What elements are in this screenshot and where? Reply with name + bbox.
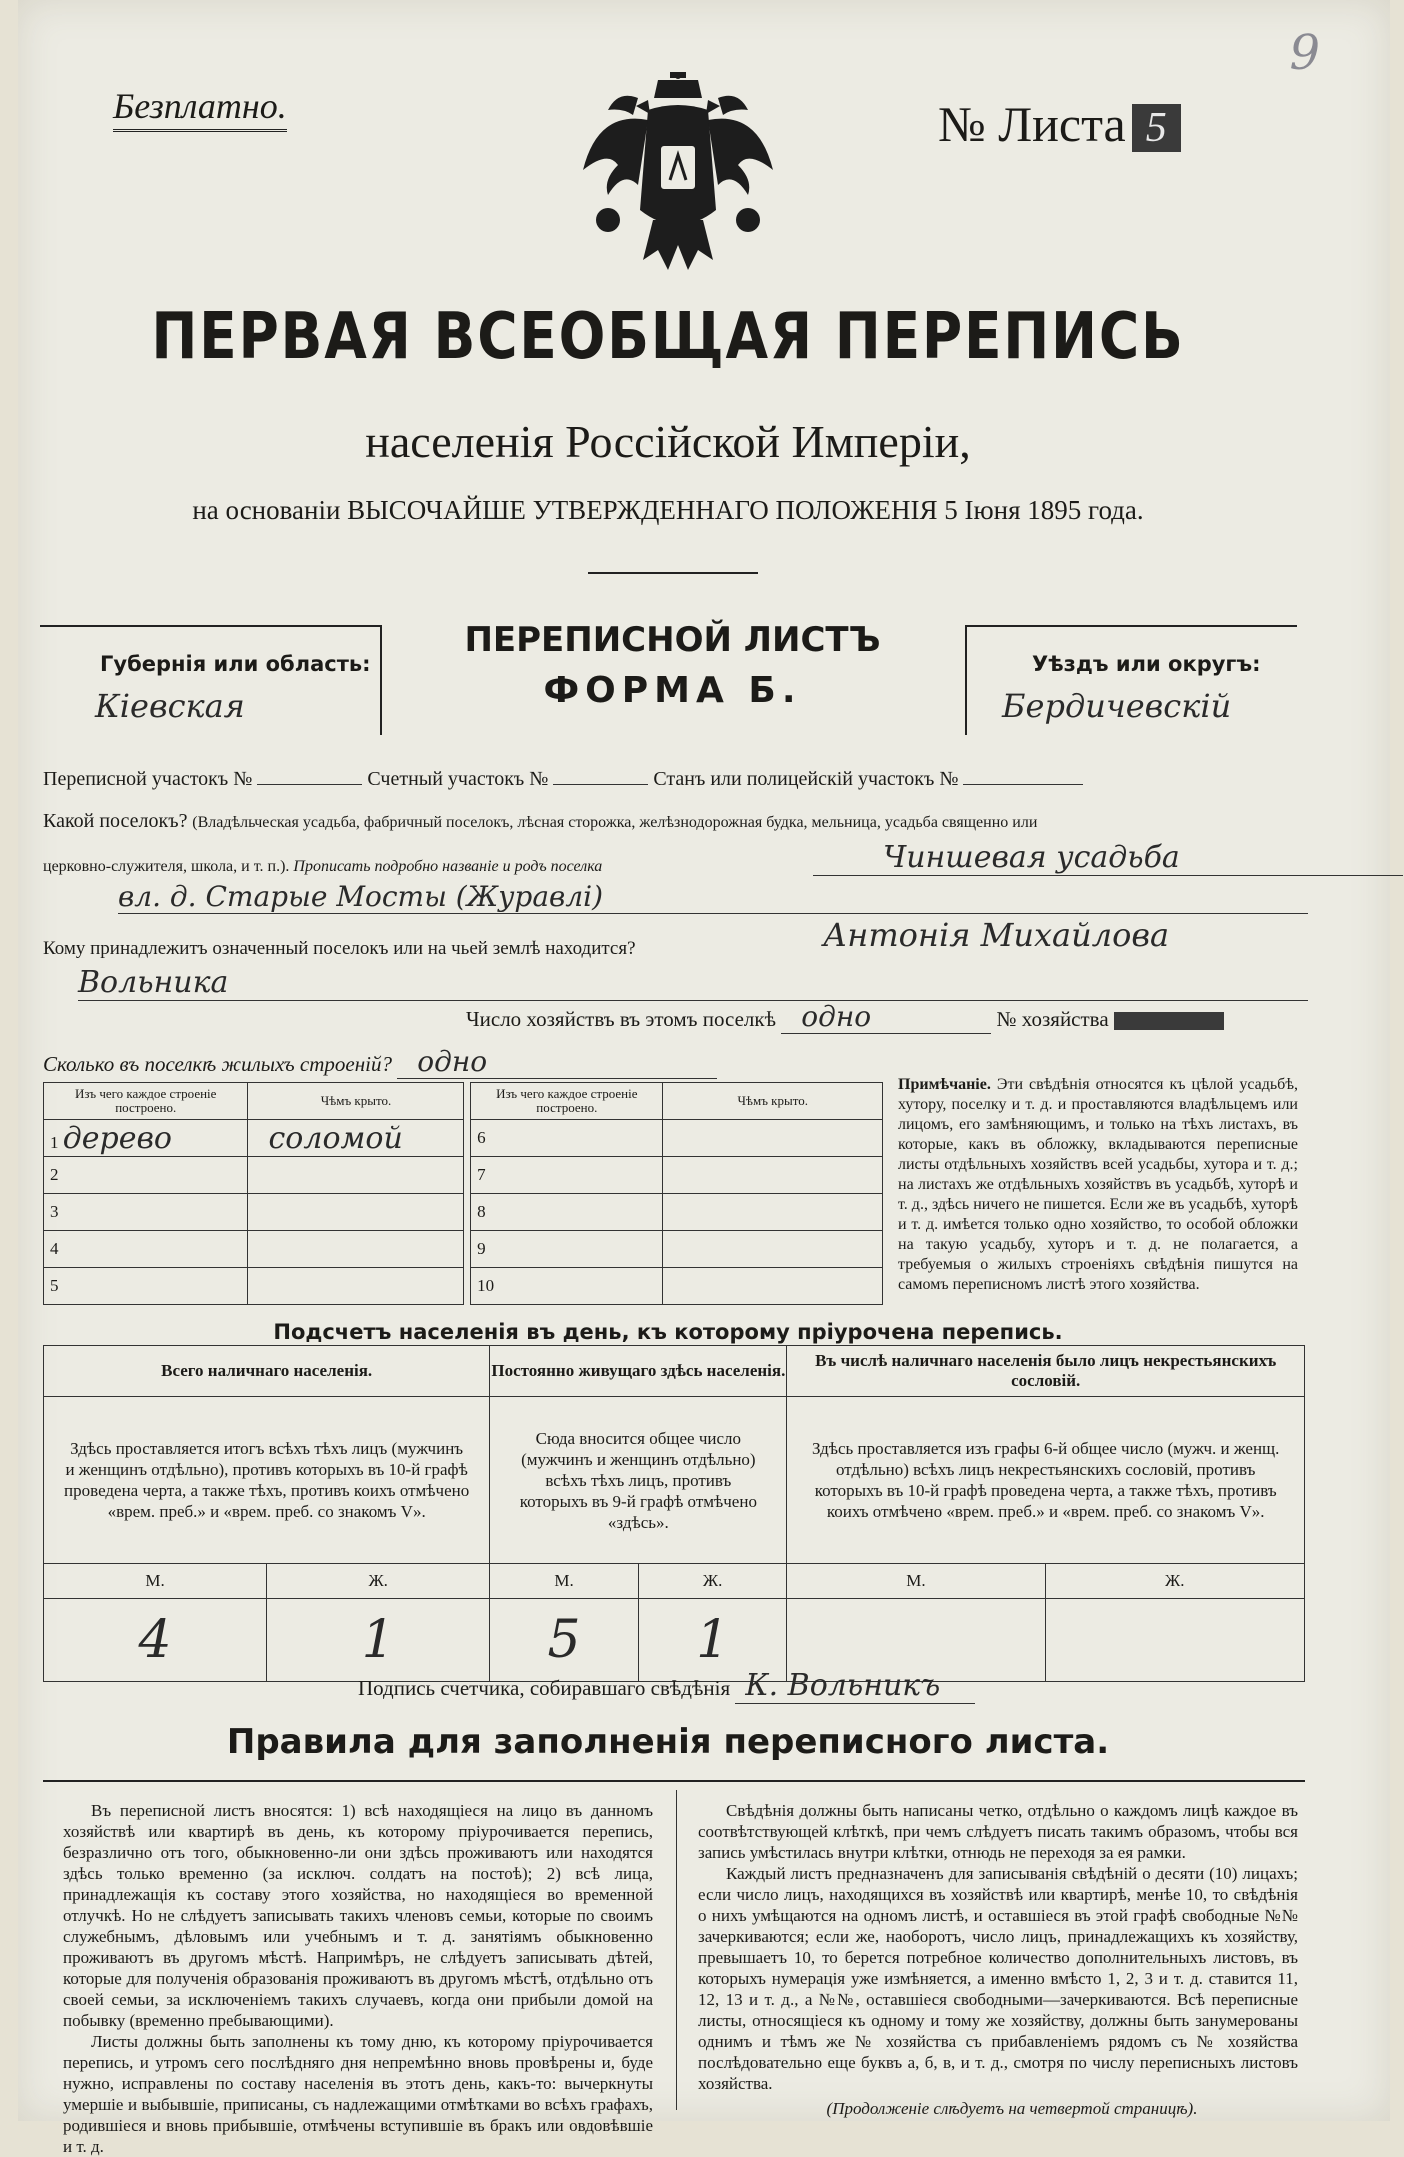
- buildings-line: [43, 1045, 843, 1079]
- total-male-value[interactable]: 4: [44, 1599, 267, 1682]
- row-number[interactable]: 5: [44, 1268, 248, 1305]
- table-row: [44, 1194, 883, 1231]
- double-headed-eagle-emblem: [578, 70, 778, 280]
- col-nonpeasant-desc: Здѣсь проставляется изъ графы 6-й общее число (мужч. и женщ. отдѣльно) всѣхъ лицъ некрестьянскихъ сословій, противъ которыхъ въ 10-й графѣ проведена черта, а также тѣхъ, противъ коихъ отмѣчено «врем. преб.» и «врем. преб. со знакомъ V».: [787, 1397, 1305, 1564]
- female-label: Ж.: [267, 1564, 490, 1599]
- district-line: [43, 768, 1303, 791]
- sheet-number-value: 5: [1132, 104, 1181, 152]
- gubernia-box: [40, 625, 382, 735]
- households-label: Число хозяйствъ въ этомъ поселкѣ: [466, 1007, 776, 1031]
- col-roof: Чѣмъ крыто.: [248, 1083, 464, 1120]
- sheet-number-label: № Листа: [938, 96, 1126, 152]
- rules-title: Правила для заполненія переписного листа.: [226, 1722, 1110, 1762]
- female-label: Ж.: [638, 1564, 787, 1599]
- permanent-male-value[interactable]: 5: [490, 1599, 639, 1682]
- nonpeasant-female-value[interactable]: [1045, 1599, 1304, 1682]
- rules-paragraph: Въ переписной листъ вносятся: 1) всѣ находящіеся на лицо въ данномъ хозяйствѣ или квартирѣ въ день, къ которому пріурочивается перепись, безразлично отъ того, обыкновенно-ли они здѣсь проживаютъ или находятся здѣсь только временно (за исключ. солдатъ на постоѣ); 2) всѣ лица, принадлежащія къ составу этого хозяйства, но находящіеся во временной отлучкѣ. Но не слѣдуетъ записывать такихъ членовъ семьи, которые по своимъ служебнымъ, дѣловымъ или учебнымъ и т. д. занятіямъ обыкновенно проживаютъ въ другомъ мѣстѣ. Напримѣръ, не слѣдуетъ записывать дѣтей, которые для полученія образованія проживаютъ въ другомъ мѣстѣ, отдѣльно отъ своей семьи, за исключеніемъ такихъ случаевъ, когда они прибыли домой на побывку (временно пребывающими).: [63, 1801, 653, 2030]
- row-number[interactable]: 4: [44, 1231, 248, 1268]
- signature-label: Подпись счетчика, собиравшаго свѣдѣнія: [358, 1676, 731, 1700]
- male-label: М.: [787, 1564, 1045, 1599]
- col-nonpeasant-title: Въ числѣ наличнаго населенія было лицъ некрестьянскихъ сословій.: [787, 1346, 1305, 1397]
- settlement-value-2[interactable]: вл. д. Старые Мосты (Журавлі): [118, 880, 1308, 914]
- rules-right-column: [698, 1800, 1298, 2118]
- count-district-field[interactable]: [553, 784, 648, 785]
- sheet-number: [938, 95, 1181, 153]
- sheet-title: ПЕРЕПИСНОЙ ЛИСТЪ: [464, 620, 881, 660]
- household-no-label: № хозяйства: [996, 1007, 1109, 1031]
- owner-line: [43, 916, 1303, 960]
- row-number[interactable]: 6: [471, 1120, 663, 1157]
- note-text: Эти свѣдѣнія относятся къ цѣлой усадьбѣ, хутору, поселку и т. д. и проставляются владѣльцемъ или лицомъ, его замѣняющимъ, и только на тѣхъ листахъ, въ которые, какъ въ обложку, вкладываются переписные листы отдѣльныхъ хозяйствъ всей усадьбы, хутора и т. д.; на листахъ же отдѣльныхъ хозяйствъ въ усадьбѣ, хуторѣ и т. д., здѣсь ничего не пишется. Если же въ усадьбѣ, хуторѣ и т. д. имѣется только одно хозяйство, то особой обложки на такую усадьбу, хуторъ и т. д. не полагается, а требуемыя о жилыхъ строеніяхъ свѣдѣнія пишутся на самомъ переписномъ листѣ этого хозяйства.: [898, 1076, 1299, 1293]
- rules-paragraph: Каждый листъ предназначенъ для записыванія свѣдѣній о десяти (10) лицахъ; если число лицъ, находящихся въ хозяйствѣ или квартирѣ, менѣе 10, то свѣдѣнія о нихъ умѣщаются на одномъ листѣ, и оставшіеся въ этой графѣ свободные №№ зачеркиваются; если же, наоборотъ, число лицъ, принадлежащихъ къ хозяйству, превышаетъ 10, то берется потребное количество дополнительныхъ листовъ, въ которыхъ нумерація уже измѣняется, а именно вмѣсто 1, 2, 3 и т. д. ставится 11, 12, 13 и т. д., а №№, оставшіеся свободными—зачеркиваются. Всѣ переписные листы, относящіеся къ одному и тому же хозяйству, должны быть занумерованы однимъ и тѣмъ же № хозяйства съ прибавленіемъ рядомъ съ № хозяйства послѣдовательно еще буквъ а, б, в, и т. д., смотря по числу переписныхъ листовъ хозяйства.: [698, 1864, 1298, 2093]
- stan-field[interactable]: [963, 784, 1083, 785]
- household-no-value[interactable]: [1114, 1012, 1224, 1030]
- row-number[interactable]: 2: [44, 1157, 248, 1194]
- free-label: Безплатно.: [113, 85, 287, 132]
- census-basis: на основаніи ВЫСОЧАЙШЕ УТВЕРЖДЕННАГО ПОЛОЖЕНІЯ 5 Іюня 1895 года.: [192, 495, 1144, 525]
- male-label: М.: [490, 1564, 639, 1599]
- table-row: [44, 1268, 883, 1305]
- settlement-line-1: [43, 810, 1303, 833]
- census-district-label: Переписной участокъ №: [43, 768, 253, 790]
- rules-continued: (Продолженіе слѣдуетъ на четвертой страницѣ).: [826, 2099, 1198, 2118]
- row-number[interactable]: 8: [471, 1194, 663, 1231]
- settlement-question: Какой поселокъ?: [43, 810, 188, 832]
- owner-value-1[interactable]: Антонія Михайлова: [823, 916, 1170, 954]
- census-district-field[interactable]: [257, 784, 362, 785]
- owner-question: Кому принадлежитъ означенный поселокъ или на чьей землѣ находится?: [43, 938, 636, 959]
- settlement-value-1[interactable]: Чиншевая усадьба: [813, 840, 1403, 876]
- row-number: 1: [50, 1132, 59, 1152]
- table-row: [44, 1157, 883, 1194]
- signature-line: [358, 1668, 1058, 1704]
- households-value[interactable]: одно: [781, 1000, 991, 1034]
- buildings-table: [43, 1082, 883, 1305]
- rules-paragraph: Свѣдѣнія должны быть написаны четко, отдѣльно о каждомъ лицѣ каждое въ соотвѣтствующей клѣткѣ, при чемъ слѣдуетъ писать такимъ образомъ, чтобы вся запись умѣстилась внутри клѣтки, отнюдь не переходя за ея рамки.: [698, 1801, 1298, 1862]
- total-female-value[interactable]: 1: [267, 1599, 490, 1682]
- count-district-label: Счетный участокъ №: [367, 768, 549, 790]
- row-number[interactable]: 3: [44, 1194, 248, 1231]
- divider: [43, 1780, 1305, 1782]
- settlement-line-2: [43, 840, 1303, 876]
- census-subtitle: населенія Россійской Имперіи,: [365, 416, 971, 467]
- permanent-female-value[interactable]: 1: [638, 1599, 787, 1682]
- gubernia-label: Губернія или область:: [100, 652, 371, 676]
- col-total-title: Всего наличнаго населенія.: [44, 1346, 490, 1397]
- table-row: [44, 1120, 883, 1157]
- stan-label: Станъ или полицейскій участокъ №: [653, 768, 959, 790]
- census-sheet-page: [18, 0, 1390, 2156]
- households-line: [466, 1000, 1306, 1034]
- material-value: дерево: [62, 1120, 172, 1156]
- uezd-label: Уѣздъ или округъ:: [1032, 652, 1261, 676]
- row-number[interactable]: 9: [471, 1231, 663, 1268]
- sheet-header: [380, 620, 965, 711]
- col-total-desc: Здѣсь проставляется итогъ всѣхъ тѣхъ лицъ (мужчинъ и женщинъ отдѣльно), противъ которыхъ въ 10-й графѣ проведена черта, а также тѣхъ, противъ коихъ отмѣчено «врем. преб.» и «врем. преб. со знакомъ V».: [44, 1397, 490, 1564]
- settlement-hint-2: церковно-служителя, школа, и т. п.).: [43, 858, 290, 875]
- census-title: ПЕРВАЯ ВСЕОБЩАЯ ПЕРЕПИСЬ: [151, 300, 1185, 374]
- gubernia-value: Кіевская: [95, 687, 245, 725]
- male-label: М.: [44, 1564, 267, 1599]
- col-permanent-title: Постоянно живущаго здѣсь населенія.: [490, 1346, 787, 1397]
- page-number: 9: [1289, 25, 1320, 81]
- col-material-right: Изъ чего каждое строеніе построено.: [471, 1083, 663, 1120]
- rules-left-column: [63, 1800, 653, 2156]
- settlement-hint-3: Прописать подробно названіе и родъ поселка: [293, 858, 603, 875]
- roof-value[interactable]: соломой: [248, 1120, 464, 1157]
- col-permanent-desc: Сюда вносится общее число (мужчинъ и женщинъ отдѣльно) всѣхъ тѣхъ лицъ, противъ которыхъ въ 9-й графѣ отмѣчено «здѣсь».: [490, 1397, 787, 1564]
- form-name: ФОРМА Б.: [543, 670, 802, 711]
- population-table: [43, 1345, 1305, 1682]
- row-number[interactable]: 7: [471, 1157, 663, 1194]
- divider: [588, 572, 758, 574]
- buildings-label: Сколько въ поселкѣ жилыхъ строеній?: [43, 1052, 392, 1076]
- settlement-hint-1: (Владѣльческая усадьба, фабричный поселокъ, лѣсная сторожка, желѣзнодорожная будка, мельница, усадьба священно или: [192, 814, 1038, 831]
- female-label: Ж.: [1045, 1564, 1304, 1599]
- signature-value[interactable]: К. Вольникъ: [735, 1668, 975, 1704]
- col-material: Изъ чего каждое строеніе построено.: [44, 1083, 248, 1120]
- population-heading: Подсчетъ населенія въ день, къ которому пріурочена перепись.: [273, 1320, 1063, 1344]
- buildings-value[interactable]: одно: [397, 1045, 717, 1079]
- table-row: [44, 1231, 883, 1268]
- note-block: [898, 1075, 1298, 1295]
- uezd-value: Бердичевскій: [1002, 687, 1232, 725]
- rules-paragraph: Листы должны быть заполнены къ тому дню, къ которому пріурочивается перепись, и утромъ сего послѣдняго дня непремѣнно вновь провѣрены и, буде нужно, исправлены по составу населенія въ этотъ день, какъ-то: вычеркнуты умершіе и выбывшіе, приписаны, съ надлежащими отмѣтками во всѣхъ графахъ, родившіеся и вновь прибывшіе, отмѣчены вступившіе въ бракъ или овдовѣвшіе и т. д.: [63, 2032, 653, 2156]
- row-number[interactable]: 10: [471, 1268, 663, 1305]
- note-label: Примѣчаніе.: [898, 1076, 991, 1093]
- col-roof-right: Чѣмъ крыто.: [663, 1083, 883, 1120]
- column-divider: [676, 1790, 677, 2110]
- owner-value-2[interactable]: Вольника: [78, 965, 1308, 1001]
- uezd-box: [965, 625, 1297, 735]
